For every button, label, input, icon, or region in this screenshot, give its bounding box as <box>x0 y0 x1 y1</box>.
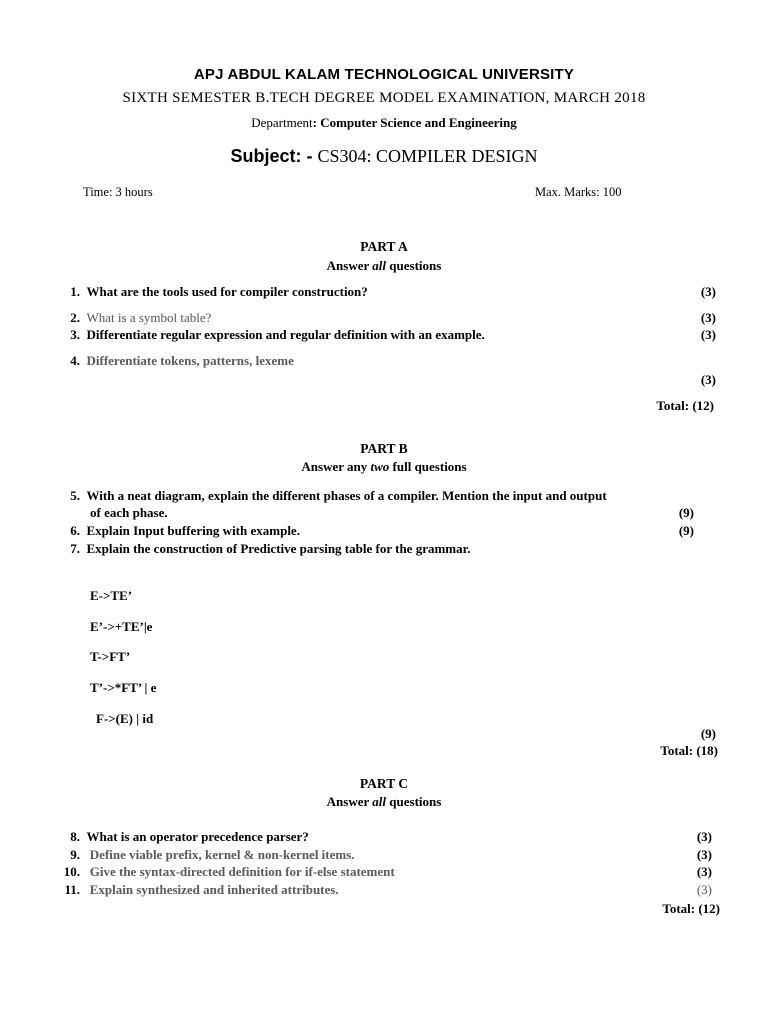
part-a-instr-post: questions <box>386 258 442 273</box>
subject-line <box>0 146 768 167</box>
question-number: 10. <box>63 864 80 879</box>
question-mark: (3) <box>696 847 712 862</box>
question-text: Explain Input buffering with example. <box>86 523 300 538</box>
question-7 <box>66 541 470 557</box>
department-value: : Computer Science and Engineering <box>312 115 517 130</box>
question-11 <box>60 882 339 898</box>
part-c-instr-post: questions <box>386 794 442 809</box>
part-a-instr-em: all <box>372 258 387 273</box>
question-mark: (3) <box>700 372 716 387</box>
question-5 <box>66 488 607 504</box>
part-b-instr-em: two <box>370 459 390 474</box>
part-c-instr-pre: Answer <box>326 794 373 809</box>
question-text: Define viable prefix, kernel & non-kernel items. <box>89 847 355 862</box>
grammar-rule: E’->+TE’|e <box>90 619 153 634</box>
question-mark: (9) <box>700 726 716 741</box>
part-b-instruction <box>0 459 768 475</box>
question-number: 4. <box>70 353 80 368</box>
question-mark: (3) <box>696 864 712 879</box>
question-number: 6. <box>70 523 80 538</box>
question-number: 7. <box>70 541 80 556</box>
question-text: Explain synthesized and inherited attributes. <box>89 882 339 897</box>
question-text: Differentiate tokens, patterns, lexeme <box>86 353 294 368</box>
question-text: With a neat diagram, explain the different phases of a compiler. Mention the input and output <box>86 488 607 503</box>
question-mark: (3) <box>696 829 712 844</box>
question-mark: (3) <box>700 310 716 325</box>
grammar-rule: T’->*FT’ | e <box>90 680 157 695</box>
grammar-rule: E->TE’ <box>90 588 133 603</box>
question-number: 8. <box>70 829 80 844</box>
part-b-instr-post: full questions <box>389 459 467 474</box>
part-b-instr-pre: Answer any <box>301 459 371 474</box>
question-8 <box>60 829 309 845</box>
department-line <box>0 115 768 131</box>
question-text: Differentiate regular expression and regular definition with an example. <box>86 327 485 342</box>
subject-value: CS304: COMPILER DESIGN <box>317 146 538 166</box>
question-3 <box>66 327 485 343</box>
question-9 <box>60 847 355 863</box>
exam-title: SIXTH SEMESTER B.TECH DEGREE MODEL EXAMINATION, MARCH 2018 <box>122 90 646 106</box>
question-number: 11. <box>64 882 80 897</box>
question-text: Explain the construction of Predictive parsing table for the grammar. <box>86 541 471 556</box>
part-c-instr-em: all <box>372 794 387 809</box>
part-a-total: Total: (12) <box>656 398 714 413</box>
question-mark: (3) <box>696 882 712 897</box>
university-name: APJ ABDUL KALAM TECHNOLOGICAL UNIVERSITY <box>193 66 575 83</box>
part-a-instr-pre: Answer <box>326 258 373 273</box>
question-4 <box>66 353 294 369</box>
question-mark: (9) <box>678 505 694 520</box>
max-marks: Max. Marks: 100 <box>535 185 622 199</box>
question-5-continued: of each phase. <box>90 505 168 520</box>
question-number: 1. <box>70 284 80 299</box>
part-c-instruction <box>0 794 768 810</box>
department-label: Department <box>251 115 313 130</box>
part-c-title: PART C <box>359 776 409 791</box>
part-c-total: Total: (12) <box>662 901 720 916</box>
question-text: What is an operator precedence parser? <box>86 829 309 844</box>
question-number: 5. <box>70 488 80 503</box>
question-mark: (9) <box>678 523 694 538</box>
part-b-title: PART B <box>360 441 408 456</box>
question-6 <box>66 523 300 539</box>
question-mark: (3) <box>700 284 716 299</box>
exam-time: Time: 3 hours <box>83 185 153 199</box>
part-b-total: Total: (18) <box>660 743 718 758</box>
subject-label: Subject: - <box>230 146 318 166</box>
question-number: 2. <box>70 310 80 325</box>
question-number: 9. <box>70 847 80 862</box>
grammar-rule: F->(E) | id <box>96 711 154 726</box>
question-number: 3. <box>70 327 80 342</box>
question-2 <box>66 310 211 326</box>
question-text: Give the syntax-directed definition for if-else statement <box>89 864 395 879</box>
question-text: What is a symbol table? <box>86 310 212 325</box>
question-text: What are the tools used for compiler construction? <box>86 284 368 299</box>
part-a-title: PART A <box>360 239 408 254</box>
grammar-rule: T->FT’ <box>90 649 131 664</box>
question-mark: (3) <box>700 327 716 342</box>
question-10 <box>60 864 395 880</box>
question-1 <box>66 284 368 300</box>
part-a-instruction <box>0 258 768 274</box>
